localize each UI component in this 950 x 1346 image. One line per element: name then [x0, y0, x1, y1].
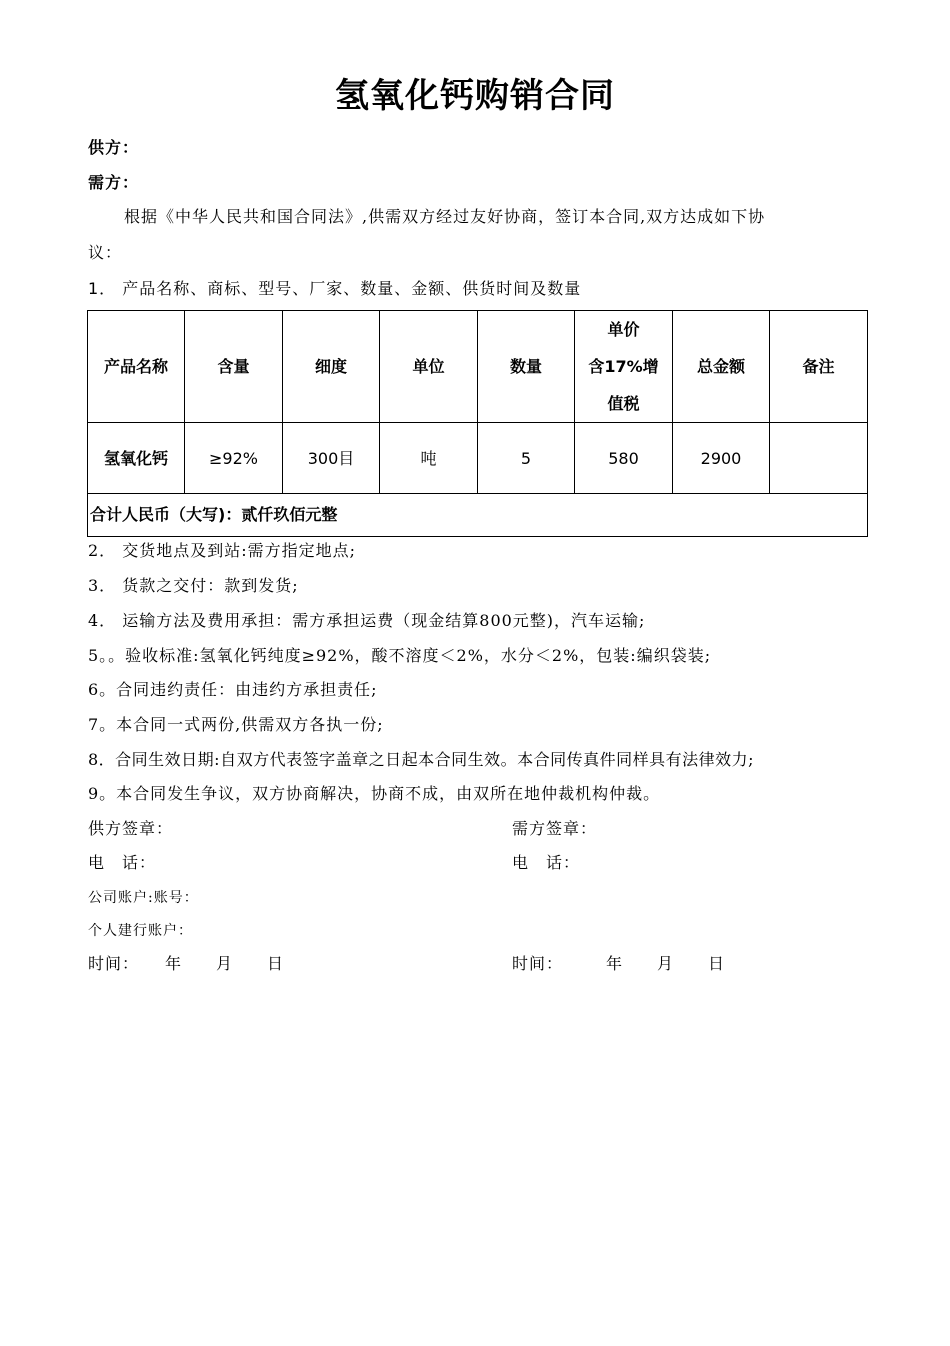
header-cell: 含量: [185, 311, 283, 423]
supplier-date-label: 时间： 年 月 日: [88, 954, 285, 973]
clause-3: 3． 货款之交付：款到发货;: [88, 576, 299, 595]
table-row: [88, 423, 868, 494]
table-cell: 300目: [283, 423, 380, 494]
supplier-label: 供方：: [88, 138, 140, 157]
clause-4: 4． 运输方法及费用承担：需方承担运费（现金结算800元整)，汽车运输;: [88, 611, 646, 630]
header-cell: 产品名称: [88, 311, 185, 423]
buyer-phone-label: 电 话：: [512, 853, 581, 872]
header-cell-unit-price: 单价 含17%增 值税: [575, 311, 673, 423]
document-title: 氢氧化钙购销合同: [335, 76, 615, 116]
header-cell: 细度: [283, 311, 380, 423]
company-account-label: 公司账户:账号：: [88, 890, 199, 906]
intro-paragraph-line2: 议：: [88, 243, 123, 262]
supplier-seal-label: 供方签章：: [88, 819, 174, 838]
product-table: [87, 310, 868, 537]
clause-1: 1． 产品名称、商标、型号、厂家、数量、金额、供货时间及数量: [88, 279, 582, 298]
table-header-row: [88, 311, 868, 423]
table-cell: [770, 423, 868, 494]
header-cell: 备注: [770, 311, 868, 423]
clause-2: 2． 交货地点及到站:需方指定地点;: [88, 541, 357, 560]
header-cell: 单位: [380, 311, 478, 423]
clause-9: 9。本合同发生争议，双方协商解决，协商不成，由双所在地仲裁机构仲裁。: [88, 784, 661, 803]
buyer-seal-label: 需方签章：: [512, 819, 598, 838]
table-total-row: [88, 494, 868, 537]
buyer-date-label: 时间： 年 月 日: [512, 954, 726, 973]
table-cell: 吨: [380, 423, 478, 494]
clause-6: 6。合同违约责任：由违约方承担责任;: [88, 680, 378, 699]
personal-account-label: 个人建行账户：: [88, 923, 193, 939]
clause-7: 7。本合同一式两份,供需双方各执一份;: [88, 715, 384, 734]
table-cell: 5: [478, 423, 575, 494]
table-cell: ≥92%: [185, 423, 283, 494]
intro-paragraph-line1: 根据《中华人民共和国合同法》,供需双方经过友好协商，签订本合同,双方达成如下协: [124, 207, 766, 226]
table-cell: 2900: [673, 423, 770, 494]
header-cell: 数量: [478, 311, 575, 423]
supplier-phone-label: 电 话：: [88, 853, 157, 872]
header-cell: 总金额: [673, 311, 770, 423]
total-amount-cell: 合计人民币（大写)：贰仟玖佰元整: [88, 494, 868, 537]
clause-8: 8．合同生效日期:自双方代表签字盖章之日起本合同生效。本合同传真件同样具有法律效力;: [88, 750, 754, 769]
buyer-label: 需方：: [88, 173, 140, 192]
table-cell: 580: [575, 423, 673, 494]
clause-5: 5。。验收标准:氢氧化钙纯度≥92%，酸不溶度＜2%，水分＜2%，包装:编织袋装;: [88, 646, 712, 665]
table-cell: 氢氧化钙: [88, 423, 185, 494]
